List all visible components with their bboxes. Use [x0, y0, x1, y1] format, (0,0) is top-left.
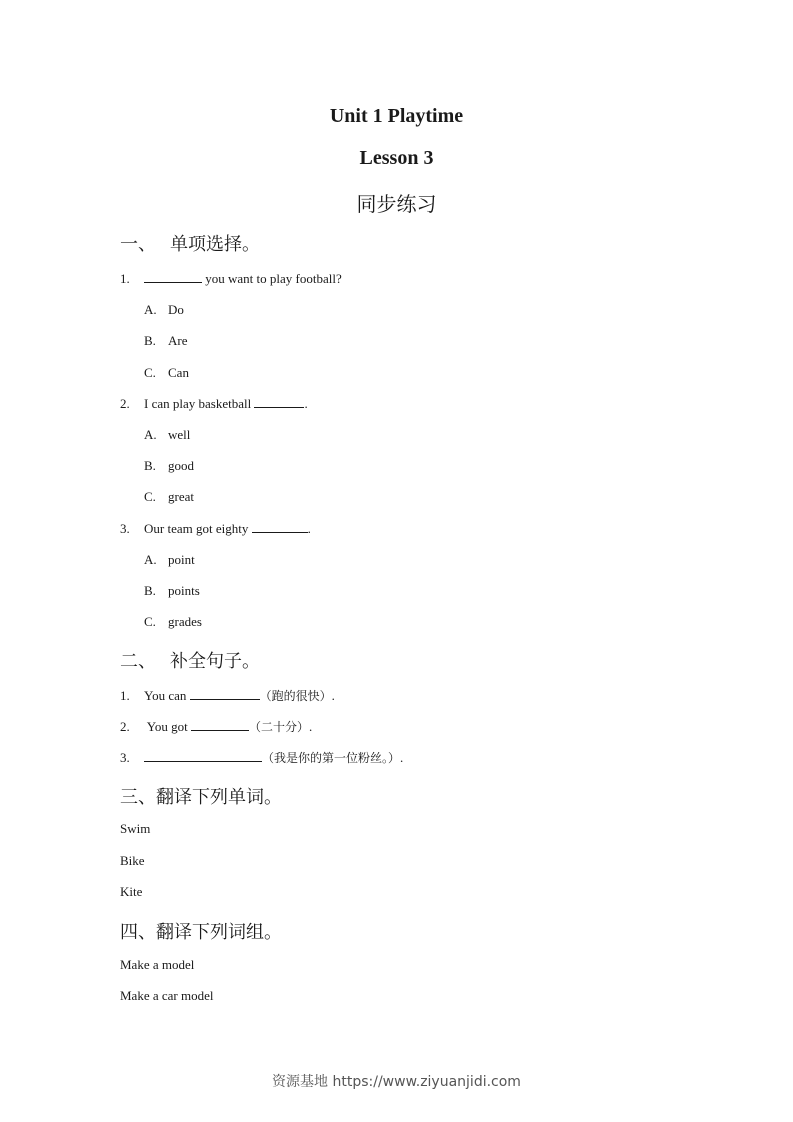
- phrase-item: Make a model: [120, 957, 195, 972]
- answer-blank: [144, 271, 202, 283]
- option-text: Can: [168, 365, 189, 380]
- section-1-title: 单项选择。: [170, 234, 260, 255]
- section-4-heading: 四、翻译下列词组。: [120, 922, 282, 943]
- option-text: grades: [168, 614, 202, 629]
- question-text: Our team got eighty: [144, 521, 252, 536]
- answer-blank: [190, 688, 260, 700]
- option-3-c: [144, 614, 202, 630]
- question-number: 2.: [120, 396, 130, 411]
- option-letter: A.: [144, 552, 157, 567]
- question-text: I can play basketball: [144, 396, 255, 411]
- chinese-hint: （二十分）: [248, 720, 309, 734]
- footer-watermark: 资源基地 https://www.ziyuanjidi.com: [272, 1074, 521, 1090]
- answer-blank: [144, 750, 262, 762]
- section-2-heading: [120, 647, 260, 673]
- question-1-1: [120, 271, 342, 287]
- sentence-text: You got: [144, 719, 191, 734]
- option-1-c: [144, 365, 189, 381]
- option-letter: A.: [144, 302, 157, 317]
- question-punct: .: [304, 396, 308, 411]
- word-item: Kite: [120, 884, 143, 899]
- answer-blank: [191, 719, 249, 731]
- section-2-title: 补全句子。: [170, 651, 260, 672]
- chinese-hint: （跑的很快）: [259, 689, 332, 703]
- question-text: you want to play football?: [202, 271, 342, 286]
- sentence-punct: .: [308, 719, 313, 734]
- option-letter: C.: [144, 614, 156, 629]
- option-1-a: [144, 302, 184, 318]
- option-3-b: [144, 583, 200, 599]
- option-letter: B.: [144, 333, 156, 348]
- sentence-2-3: [120, 749, 403, 766]
- section-1-number: 一、: [120, 234, 156, 255]
- option-letter: B.: [144, 583, 156, 598]
- question-number: 3.: [120, 750, 130, 765]
- sentence-2-1: [120, 687, 335, 704]
- word-item: Bike: [120, 853, 145, 868]
- option-letter: A.: [144, 427, 157, 442]
- chinese-hint: （我是你的第一位粉丝。）: [262, 751, 401, 765]
- document-title: Unit 1 Playtime: [329, 105, 464, 127]
- answer-blank: [254, 396, 304, 408]
- option-text: Are: [168, 333, 188, 348]
- sentence-punct: .: [331, 688, 335, 703]
- question-number: 1.: [120, 688, 130, 703]
- option-2-b: [144, 458, 194, 474]
- option-1-b: [144, 333, 188, 349]
- option-text: point: [168, 552, 195, 567]
- phrase-item: Make a car model: [120, 988, 214, 1003]
- option-text: points: [168, 583, 200, 598]
- option-letter: C.: [144, 365, 156, 380]
- question-number: 3.: [120, 521, 130, 536]
- document-subtitle: 同步练习: [356, 192, 437, 216]
- question-number: 2.: [120, 719, 130, 734]
- question-number: 1.: [120, 271, 130, 286]
- option-letter: C.: [144, 489, 156, 504]
- sentence-punct: .: [400, 750, 404, 765]
- option-text: well: [168, 427, 191, 442]
- option-2-c: [144, 489, 194, 505]
- lesson-title: Lesson 3: [359, 147, 434, 169]
- question-1-2: [120, 396, 308, 412]
- option-text: great: [168, 489, 194, 504]
- option-2-a: [144, 427, 190, 443]
- option-text: Do: [168, 302, 184, 317]
- section-1-heading: [120, 230, 260, 256]
- section-2-number: 二、: [120, 651, 156, 672]
- sentence-2-2: [120, 718, 312, 735]
- sentence-text: You can: [144, 688, 190, 703]
- answer-blank: [252, 521, 308, 533]
- option-3-a: [144, 552, 195, 568]
- word-item: Swim: [120, 821, 151, 836]
- section-3-heading: 三、翻译下列单词。: [120, 787, 282, 808]
- option-letter: B.: [144, 458, 156, 473]
- question-1-3: [120, 521, 311, 537]
- question-punct: .: [307, 521, 311, 536]
- option-text: good: [168, 458, 194, 473]
